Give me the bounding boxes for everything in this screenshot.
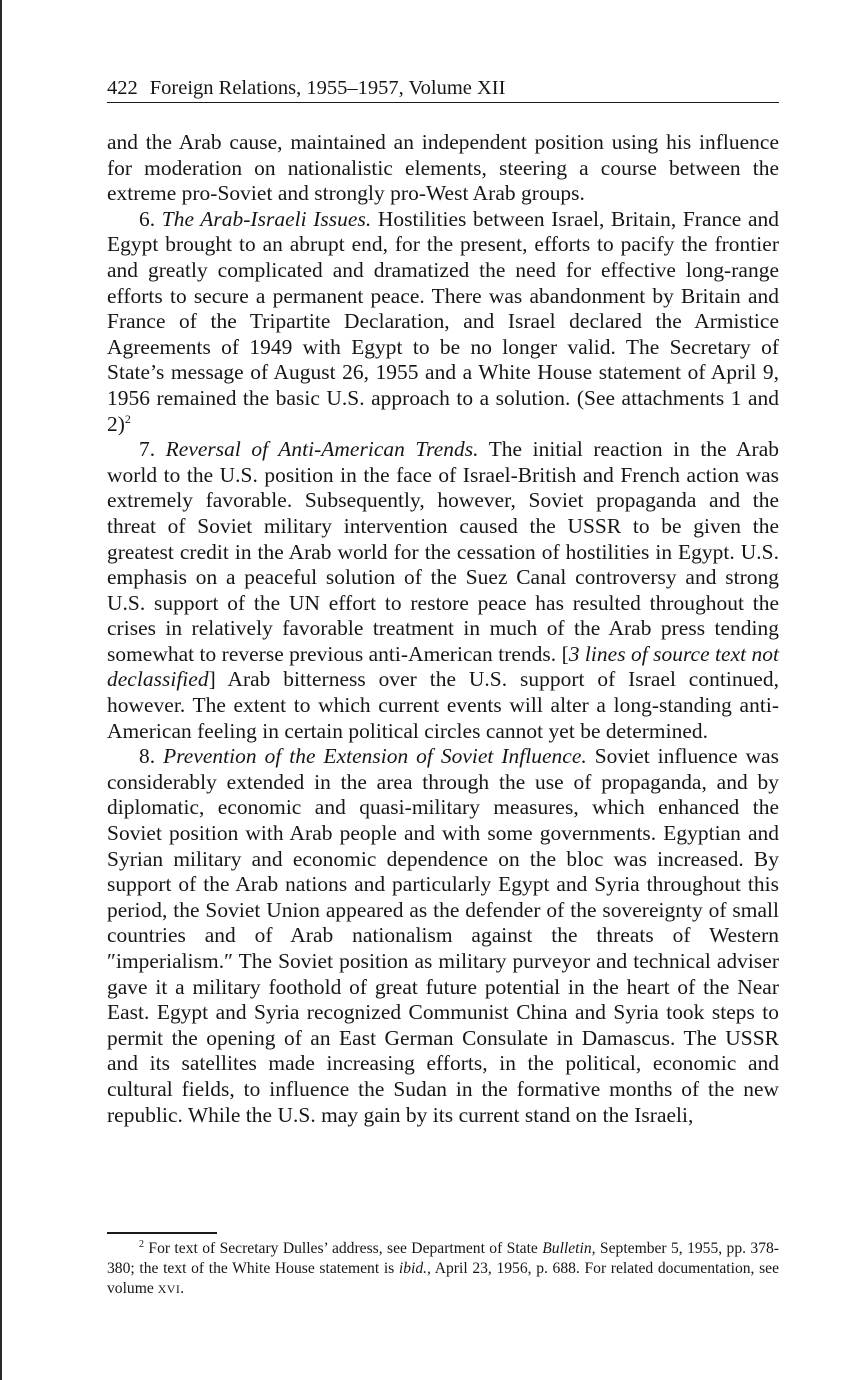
paragraph-text: Hostilities between Israel, Britain, France and Egypt brought to an abrupt end, for the present, efforts to pacify the frontier and greatly complicated and dramatized the need for effective long-range efforts to secure a permanent peace. There was abandonment by Britain and France of the Tripartite Declaration, and Israel declared the Armistice Agreements of 1949 with Egypt to be no longer valid. The Secretary of State’s message of August 26, 1955 and a White House statement of April 9, 1956 remained the basic U.S. approach to a solution. (See attachments 1 and 2) <box>107 206 779 436</box>
footnote-text: April 23, 1956, p. 688. For related documentation, see volume <box>107 1260 779 1297</box>
running-header <box>107 76 779 103</box>
paragraph-text: The initial reaction in the Arab world to the U.S. position in the face of Israel-British and French action was extremely favorable. Subsequently, however, Soviet propaganda and the threat of Soviet military intervention caused the USSR to be given the greatest credit in the Arab world for the cessation of hostilities in Egypt. U.S. emphasis on a peaceful solution of the Suez Canal controversy and strong U.S. support of the UN effort to restore peace has resulted throughout the crises in relatively favorable treatment in much of the Arab press tending somewhat to reverse previous anti-American trends. <box>107 437 780 666</box>
paragraph-text: Arab bitterness over the U.S. support of Israel continued, however. The extent to which current events will alter a long-standing anti-American feeling in certain political circles cannot yet be determined. <box>107 667 779 743</box>
bracket-close: ] <box>208 667 216 692</box>
page-edge-line <box>0 0 2 1380</box>
bracket-open: [ <box>561 641 569 666</box>
footnote-text: For text of Secretary Dulles’ address, see Department of State <box>148 1240 538 1257</box>
footnote-reference: 2 <box>124 411 131 426</box>
footnote-text: . <box>180 1280 185 1297</box>
paragraph-7 <box>107 437 779 744</box>
footnote-ibid: ibid., <box>398 1260 431 1277</box>
paragraph-6 <box>107 207 779 437</box>
body-text <box>107 130 779 1128</box>
paragraph-number: 6. <box>139 206 156 231</box>
footnote-bulletin: Bulletin, <box>542 1240 596 1257</box>
running-title: Foreign Relations, 1955–1957, Volume XII <box>149 77 506 99</box>
footnote-volume: XVI <box>157 1282 181 1296</box>
paragraph-number: 7. <box>139 437 156 462</box>
footnote-marker: 2 <box>139 1239 144 1250</box>
page-number: 422 <box>107 77 138 99</box>
footnote-divider <box>107 1232 217 1234</box>
paragraph-continuation: and the Arab cause, maintained an independent position using his influence for moderation on nationalistic elements, steering a course between the extreme pro-Soviet and strongly pro-West Arab groups. <box>107 130 779 206</box>
section-heading: Prevention of the Extension of Soviet Influence. <box>163 744 587 769</box>
not-declassified-note: 3 lines of source text not declassified <box>107 641 779 692</box>
section-heading: Reversal of Anti-American Trends. <box>165 437 479 462</box>
paragraph-8 <box>107 744 779 1128</box>
footnote-text: September 5, 1955, pp. 378-380; the text of the White House statement is <box>107 1240 779 1277</box>
paragraph-number: 8. <box>139 744 156 769</box>
paragraph-text: Soviet influence was considerably extended in the area through the use of propaganda, and by diplomatic, economic and quasi-military measures, which enhanced the Soviet position with Arab people and with some governments. Egyptian and Syrian military and economic dependence on the bloc was increased. By support of the Arab nations and particularly Egypt and Syria throughout this period, the Soviet Union appeared as the defender of the sovereignty of small countries and of Arab nationalism against the threats of Western ″imperialism.″ The Soviet position as military purveyor and technical adviser gave it a military foothold of great future potential in the heart of the Near East. Egypt and Syria recognized Communist China and Syria took steps to permit the opening of an East German Consulate in Damascus. The USSR and its satellites made increasing efforts, in the political, economic and cultural fields, to influence the Sudan in the formative months of the new republic. While the U.S. may gain by its current stand on the Israeli, <box>107 744 779 1127</box>
section-heading: The Arab-Israeli Issues. <box>161 206 372 231</box>
footnote <box>107 1239 779 1299</box>
